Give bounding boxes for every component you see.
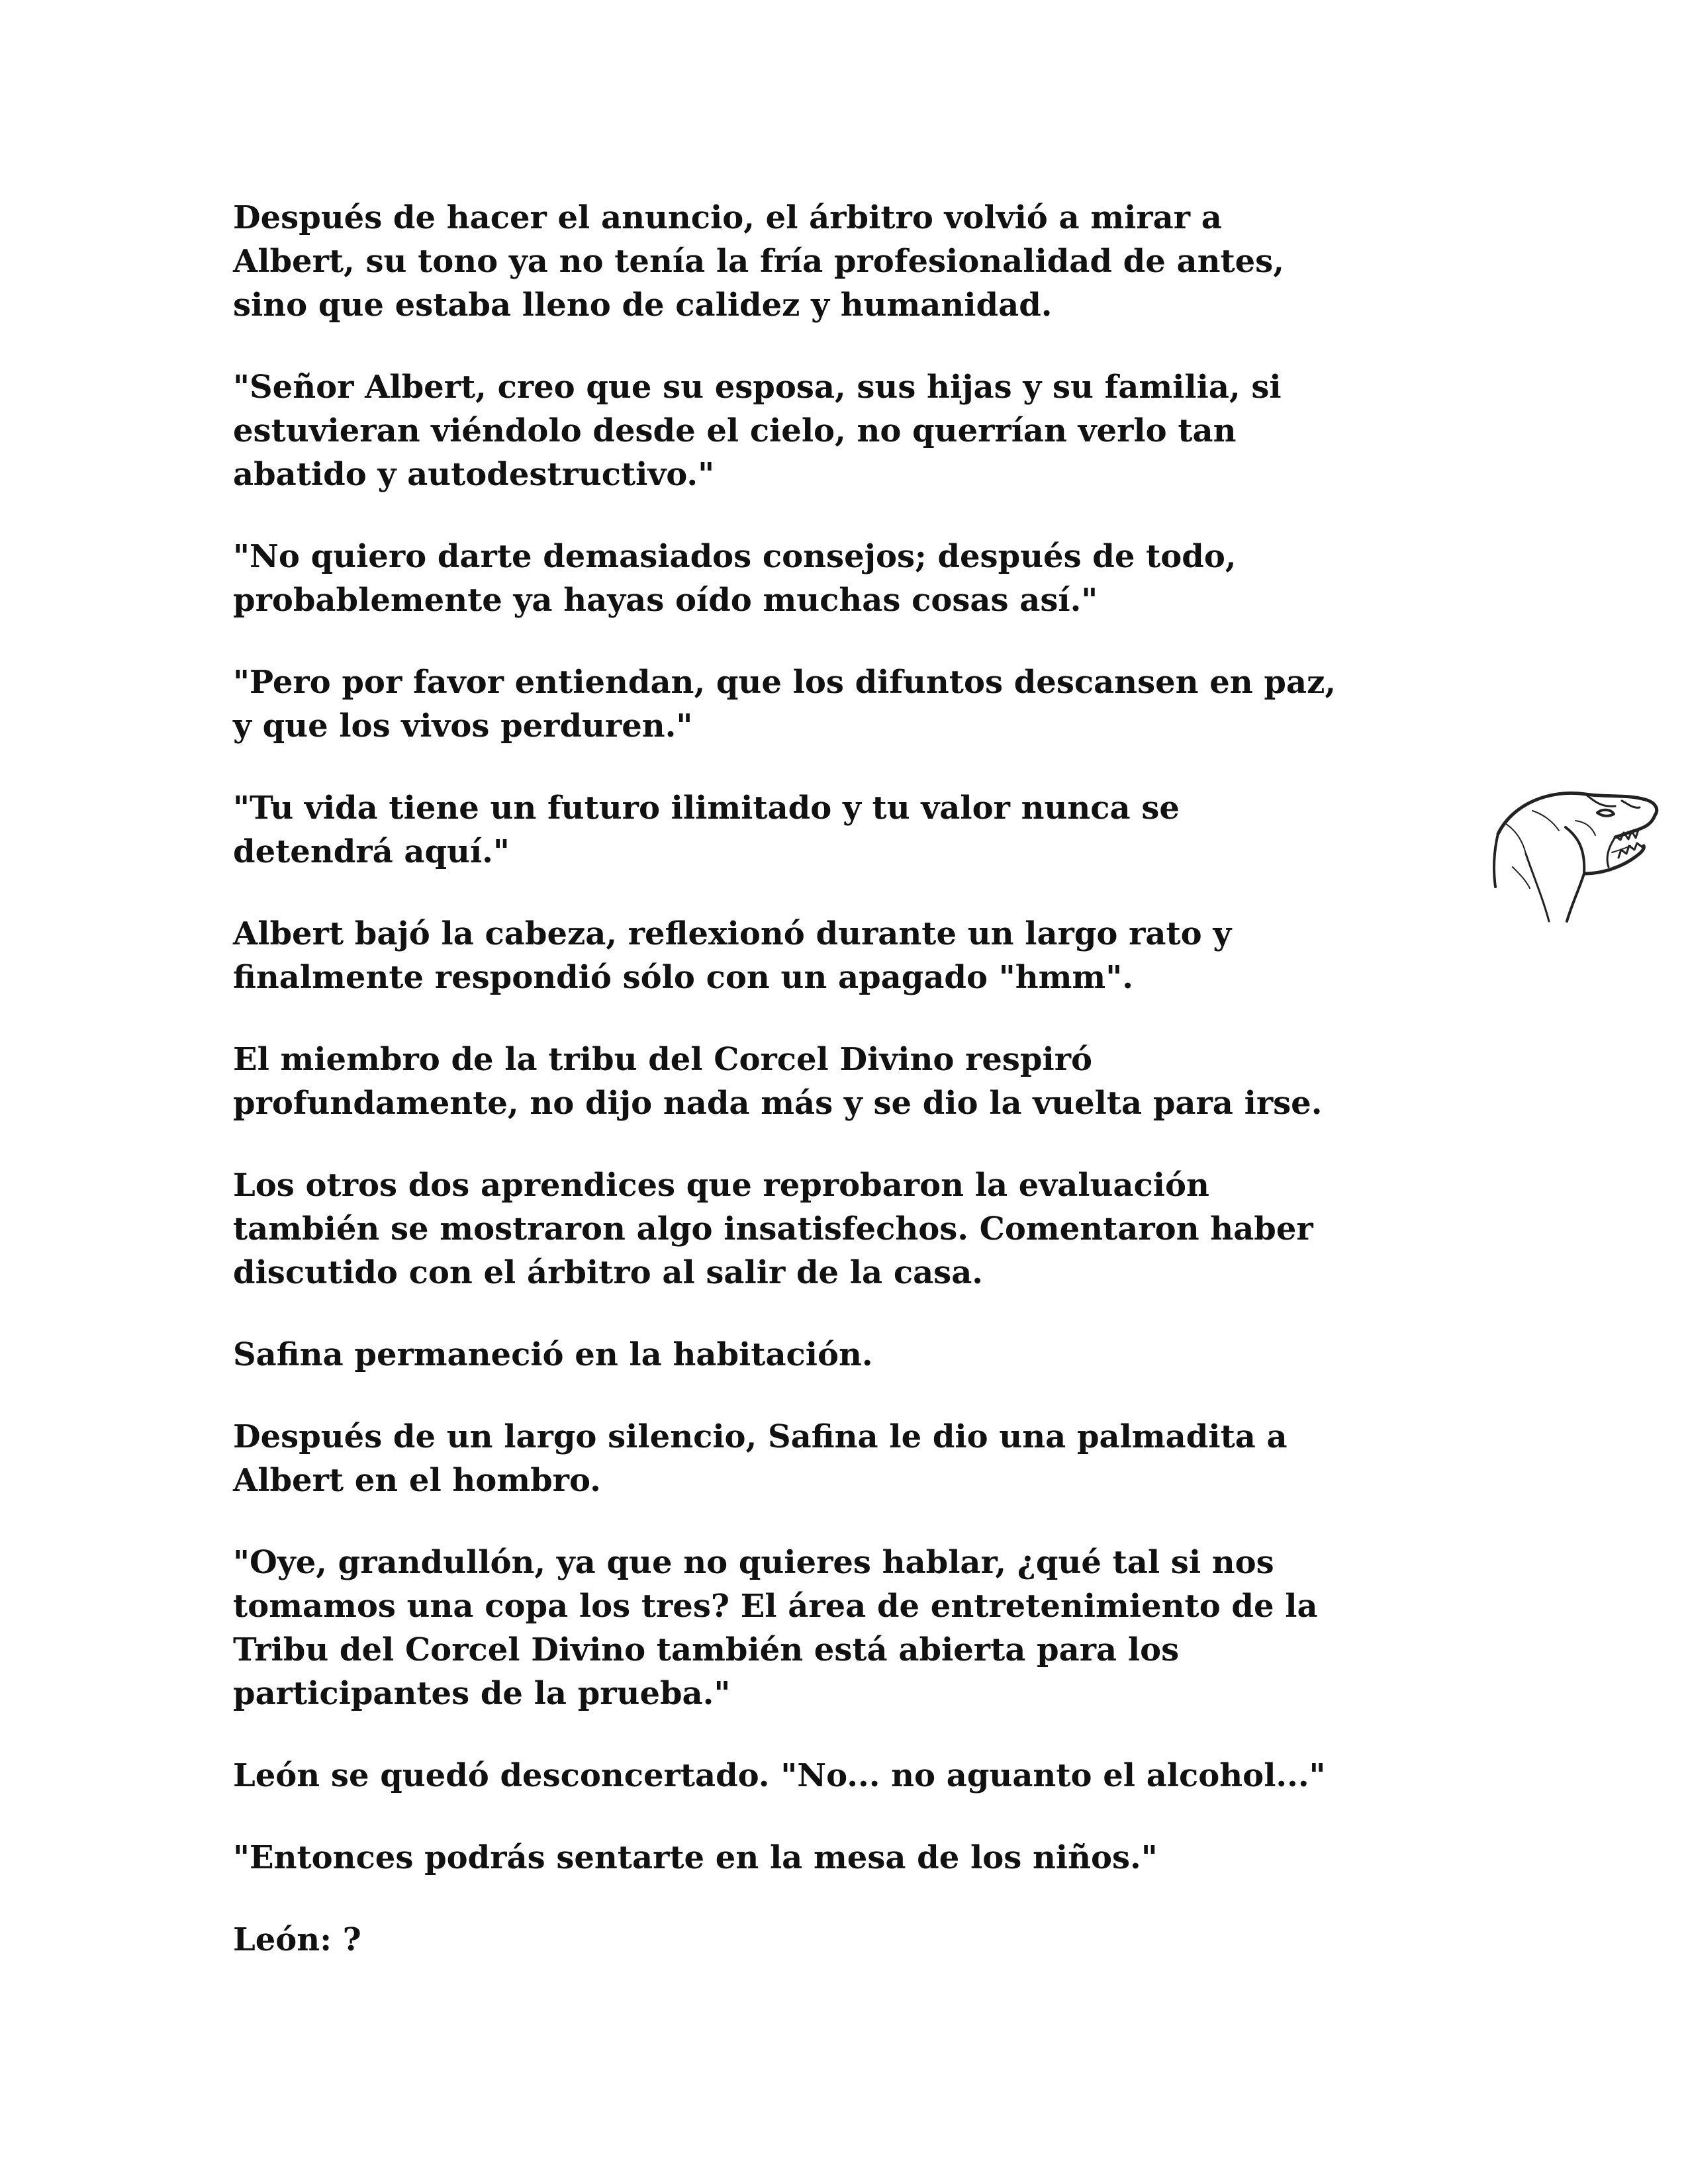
- paragraph-6: Albert bajó la cabeza, reflexionó durante un largo rato y finalmente respondió sólo con un apagado "hmm".: [233, 915, 1232, 996]
- paragraph-4: "Pero por favor entiendan, que los difuntos descansen en paz, y que los vivos perduren.": [233, 664, 1336, 745]
- paragraph-8: Los otros dos aprendices que reprobaron la evaluación también se mostraron algo insatisfechos. Comentaron haber discutido con el árbitro al salir de la casa.: [233, 1167, 1313, 1291]
- paragraph-11: "Oye, grandullón, ya que no quieres hablar, ¿qué tal si nos tomamos una copa los tres? El área de entretenimiento de la Tribu del Corcel Divino también está abierta para los participantes de la prueba.": [233, 1544, 1318, 1712]
- paragraph-13: "Entonces podrás sentarte en la mesa de los niños.": [233, 1839, 1158, 1876]
- dinosaur-head-sketch-icon: [1486, 774, 1665, 927]
- paragraph-3: "No quiero darte demasiados consejos; después de todo, probablemente ya hayas oído muchas cosas así.": [233, 538, 1237, 619]
- paragraph-7: El miembro de la tribu del Corcel Divino respiró profundamente, no dijo nada más y se dio la vuelta para irse.: [233, 1041, 1323, 1122]
- paragraph-1: Después de hacer el anuncio, el árbitro volvió a mirar a Albert, su tono ya no tenía la fría profesionalidad de antes, sino que estaba lleno de calidez y humanidad.: [233, 199, 1284, 324]
- paragraph-12: León se quedó desconcertado. "No... no aguanto el alcohol...": [233, 1757, 1326, 1794]
- paragraph-5: "Tu vida tiene un futuro ilimitado y tu valor nunca se detendrá aquí.": [233, 790, 1180, 870]
- paragraph-2: "Señor Albert, creo que su esposa, sus hijas y su familia, si estuvieran viéndolo desde el cielo, no querrían verlo tan abatido y autodestructivo.": [233, 369, 1282, 493]
- paragraph-14: León: ?: [233, 1921, 361, 1958]
- paragraph-9: Safina permaneció en la habitación.: [233, 1336, 873, 1373]
- paragraph-10: Después de un largo silencio, Safina le dio una palmadita a Albert en el hombro.: [233, 1418, 1288, 1499]
- document-body: [233, 196, 1451, 2000]
